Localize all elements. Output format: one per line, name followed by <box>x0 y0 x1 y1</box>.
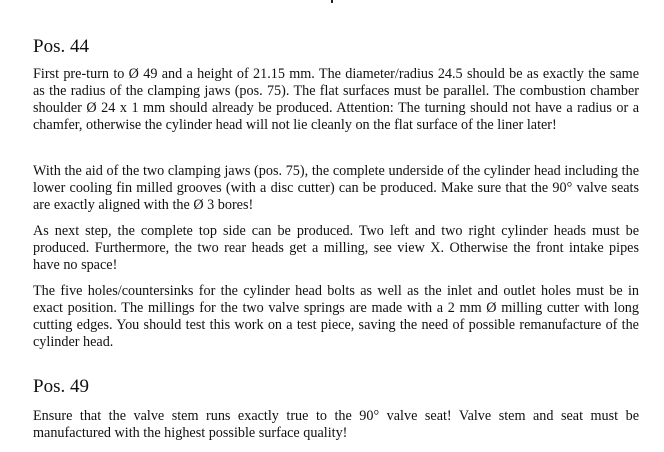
paragraph-clamping-jaws: With the aid of the two clamping jaws (pos. 75), the complete underside of the cylinder head including the lower cooling fin milled grooves (with a disc cutter) can be produced. Make sure that the 90° valve seats are exactly aligned with the Ø 3 bores! <box>33 163 639 213</box>
paragraph-pre-turn: First pre-turn to Ø 49 and a height of 21.15 mm. The diameter/radius 24.5 should be as exactly the same as the radius of the clamping jaws (pos. 75). The flat surfaces must be parallel. The combustion chamber shoulder Ø 24 x 1 mm should already be produced. Attention: The turning should not have a radius or a chamfer, otherwise the cylinder head will not lie cleanly on the flat surface of the liner later! <box>33 66 639 133</box>
paragraph-holes-countersinks: The five holes/countersinks for the cylinder head bolts as well as the inlet and outlet holes must be in exact position. The millings for the two valve springs are made with a 2 mm Ø milling cutter with long cutting edges. You should test this work on a test piece, saving the need of possible remanufacture of the cylinder head. <box>33 283 639 350</box>
paragraph-top-side: As next step, the complete top side can be produced. Two left and two right cylinder heads must be produced. Furthermore, the two rear heads get a milling, see view X. Otherwise the front intake pipes have no space! <box>33 223 639 273</box>
paragraph-valve-stem: Ensure that the valve stem runs exactly true to the 90° valve seat! Valve stem and seat must be manufactured with the highest possible surface quality! <box>33 408 639 441</box>
page-edge-mark <box>331 0 333 3</box>
section-heading-pos-44: Pos. 44 <box>33 36 89 57</box>
section-heading-pos-49: Pos. 49 <box>33 376 89 397</box>
